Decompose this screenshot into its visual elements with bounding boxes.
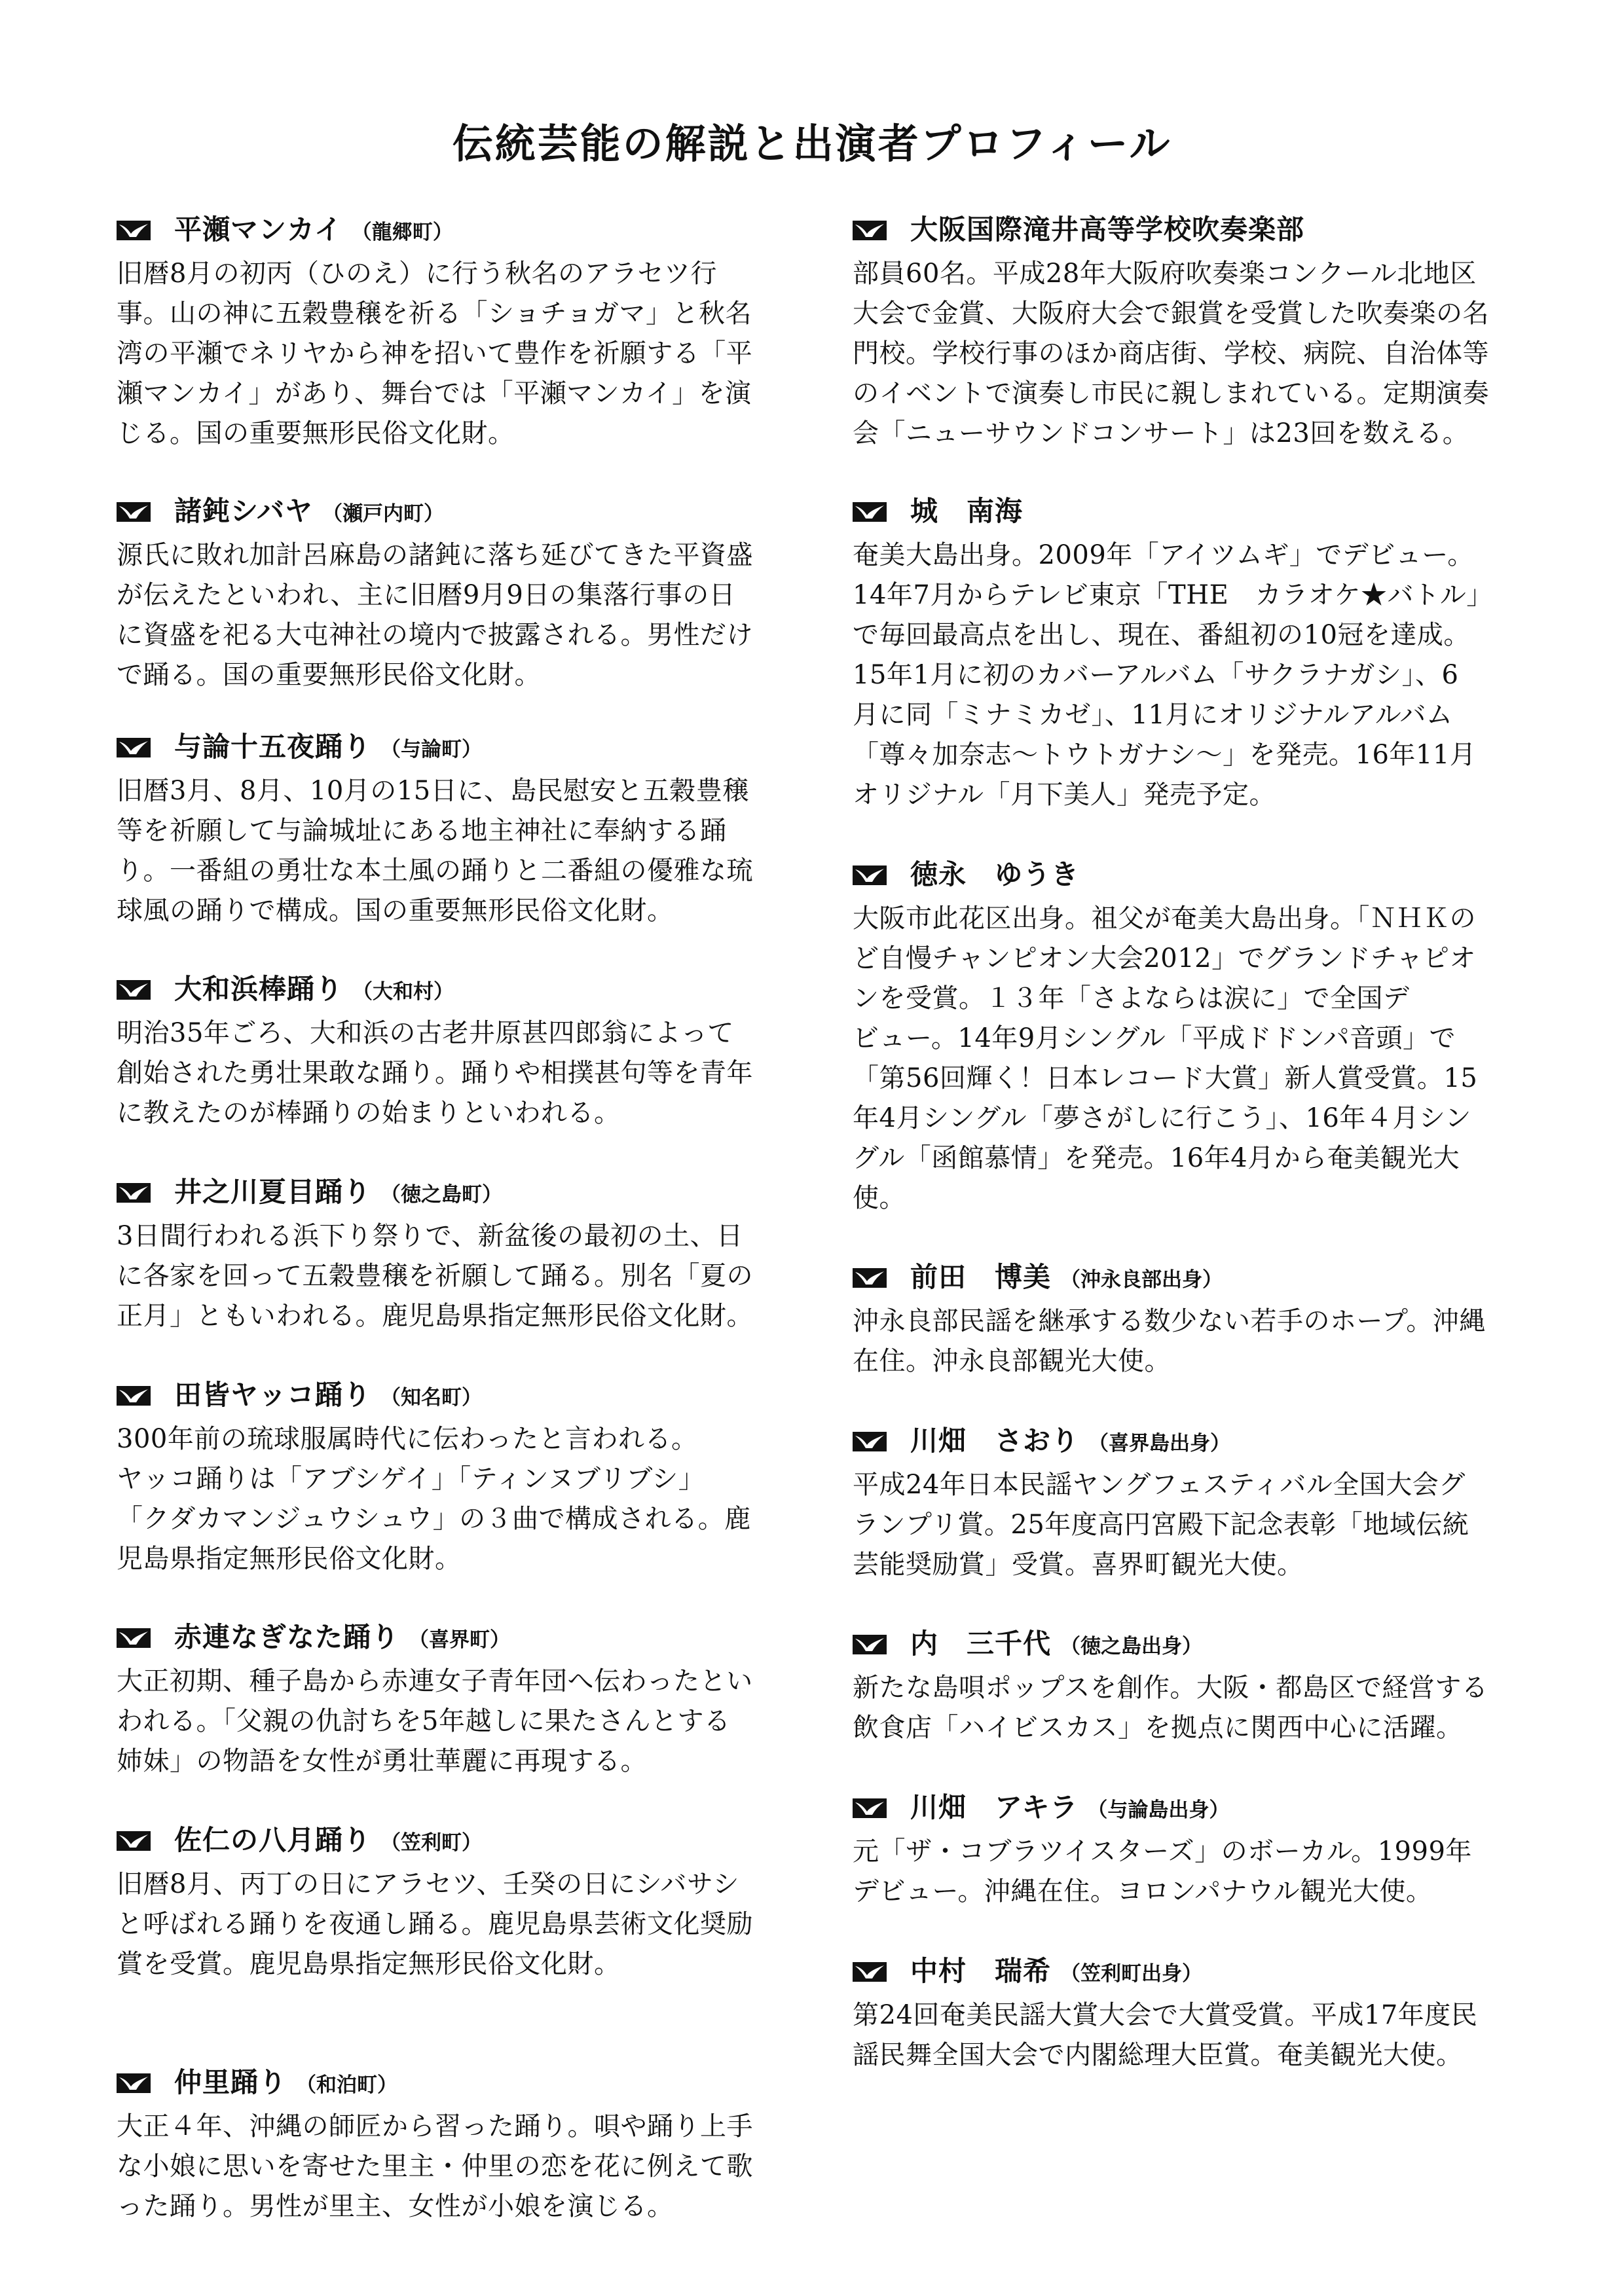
- description-line: 奄美大島出身。2009年「アイツムギ」でデビュー。: [853, 540, 1474, 570]
- entry-name: 川畑 アキラ: [910, 1791, 1079, 1823]
- description-line: 大阪市此花区出身。祖父が奄美大島出身。「ＮＨＫの: [853, 903, 1476, 934]
- entry-location: （大和村）: [352, 980, 454, 1004]
- entry-header: [853, 490, 1522, 536]
- description-line: デビュー。沖縄在住。ヨロンパナウル観光大使。: [853, 1876, 1433, 1906]
- entry: [117, 725, 786, 931]
- entry-description: [117, 254, 786, 454]
- entry-name: 仲里踊り: [174, 2066, 287, 2098]
- bird-icon: [117, 738, 151, 757]
- description-line: 在住。沖永良部観光大使。: [853, 1346, 1171, 1376]
- bird-icon: [117, 980, 151, 1000]
- entry: [117, 208, 786, 454]
- entry-location: （喜界町）: [409, 1628, 511, 1652]
- entry: [117, 1819, 786, 1984]
- bird-icon: [853, 866, 887, 885]
- description-line: ランプリ賞。25年度高円宮殿下記念表彰「地域伝統: [853, 1510, 1469, 1540]
- description-line: 芸能奨励賞」受賞。喜界町観光大使。: [853, 1550, 1304, 1580]
- description-line: に資盛を祀る大屯神社の境内で披露される。男性だけ: [117, 620, 753, 650]
- description-line: り。一番組の勇壮な本土風の踊りと二番組の優雅な琉: [117, 856, 753, 886]
- entry-description: [117, 1216, 786, 1336]
- description-line: 「クダカマンジュウシュウ」の３曲で構成される。鹿: [117, 1504, 751, 1534]
- description-line: 大正４年、沖縄の師匠から習った踊り。唄や踊り上手: [117, 2111, 753, 2141]
- entry: [853, 853, 1522, 1218]
- entry: [117, 2061, 786, 2227]
- entry-location: （与論町）: [380, 738, 483, 761]
- entry-description: [853, 536, 1522, 815]
- entry-header: [117, 1171, 786, 1216]
- entry-header: [117, 2061, 786, 2107]
- bird-icon: [117, 2073, 151, 2093]
- description-line: に各家を回って五穀豊穣を祈願して踊る。別名「夏の: [117, 1261, 753, 1291]
- description-line: 賞を受賞。鹿児島県指定無形民俗文化財。: [117, 1949, 621, 1979]
- entry-location: （知名町）: [380, 1386, 483, 1410]
- entry-description: [853, 1668, 1522, 1748]
- entry-name: 川畑 さおり: [910, 1425, 1080, 1457]
- description-line: 300年前の琉球服属時代に伝わったと言われる。: [117, 1424, 698, 1454]
- entry-location: （瀬戸内町）: [322, 502, 445, 526]
- entry: [117, 1171, 786, 1336]
- description-line: に教えたのが棒踊りの始まりといわれる。: [117, 1098, 621, 1128]
- description-line: 平成24年日本民謡ヤングフェスティバル全国大会グ: [853, 1470, 1466, 1500]
- entry-description: [853, 1832, 1522, 1912]
- entry-header: [117, 1374, 786, 1419]
- entry-header: [853, 1419, 1522, 1465]
- entry-description: [117, 1662, 786, 1781]
- entry-location: （徳之島出身）: [1060, 1635, 1203, 1658]
- description-line: 球風の踊りで構成。国の重要無形民俗文化財。: [117, 896, 674, 926]
- page-title: 伝統芸能の解説と出演者プロフィール: [452, 120, 1172, 168]
- entry-header: [853, 853, 1522, 899]
- entry: [117, 490, 786, 695]
- description-line: な小娘に思いを寄せた里主・仲里の恋を花に例えて歌: [117, 2151, 753, 2181]
- description-line: 大会で金賞、大阪府大会で銀賞を受賞した吹奏楽の名: [853, 299, 1489, 329]
- entry-header: [117, 208, 786, 254]
- description-line: 部員60名。平成28年大阪府吹奏楽コンクール北地区: [853, 259, 1477, 289]
- description-line: った踊り。男性が里主、女性が小娘を演じる。: [117, 2191, 674, 2221]
- description-line: 大正初期、種子島から赤連女子青年団へ伝わったとい: [117, 1666, 753, 1696]
- entry: [117, 968, 786, 1133]
- description-line: 旧暦3月、8月、10月の15日に、島民慰安と五穀豊穣: [117, 776, 749, 806]
- bird-icon: [853, 221, 887, 240]
- entry-name: 内 三千代: [910, 1628, 1052, 1660]
- description-line: 14年7月からテレビ東京「THE カラオケ★バトル」: [853, 580, 1493, 610]
- entry: [853, 1622, 1522, 1748]
- entry-header: [853, 1786, 1522, 1832]
- description-line: 源氏に敗れ加計呂麻島の諸鈍に落ち延びてきた平資盛: [117, 540, 753, 570]
- description-line: 月に同「ミナミカゼ」、11月にオリジナルアルバム: [853, 700, 1453, 730]
- entry-name: 城 南海: [910, 495, 1024, 527]
- description-line: ビュー。14年9月シングル「平成ドドンパ音頭」で: [853, 1023, 1456, 1053]
- entry-name: 徳永 ゆうき: [910, 858, 1080, 890]
- entry-header: [117, 968, 786, 1013]
- entry-name: 井之川夏目踊り: [174, 1176, 372, 1208]
- description-line: 謡民舞全国大会で内閣総理大臣賞。奄美観光大使。: [853, 2040, 1463, 2070]
- entry-description: [853, 254, 1522, 454]
- description-line: 湾の平瀬でネリヤから神を招いて豊作を祈願する「平: [117, 338, 753, 369]
- entry-description: [853, 899, 1522, 1218]
- description-line: で踊る。国の重要無形民俗文化財。: [117, 660, 541, 690]
- description-line: 「尊々加奈志〜トウトガナシ〜」を発売。16年11月: [853, 740, 1477, 770]
- entry-name: 前田 博美: [910, 1261, 1052, 1293]
- bird-icon: [853, 1798, 887, 1818]
- entry-location: （喜界島出身）: [1088, 1432, 1231, 1455]
- entry-description: [117, 1865, 786, 1984]
- entry-location: （徳之島町）: [380, 1183, 503, 1207]
- description-line: 第24回奄美民謡大賞大会で大賞受賞。平成17年度民: [853, 2000, 1478, 2030]
- description-line: で毎回最高点を出し、現在、番組初の10冠を達成。: [853, 620, 1470, 650]
- entry: [853, 1419, 1522, 1585]
- entry-name: 平瀬マンカイ: [174, 213, 342, 246]
- description-line: 姉妹」の物語を女性が勇壮華麗に再現する。: [117, 1746, 647, 1776]
- description-line: 15年1月に初のカバーアルバム「サクラナガシ」、6: [853, 660, 1459, 690]
- description-line: じる。国の重要無形民俗文化財。: [117, 418, 515, 448]
- bird-icon: [853, 1635, 887, 1654]
- bird-icon: [117, 1628, 151, 1648]
- description-line: 新たな島唄ポップスを創作。大阪・都島区で経営する: [853, 1673, 1488, 1703]
- entry-description: [853, 1995, 1522, 2075]
- entry-header: [853, 1256, 1522, 1302]
- description-line: 門校。学校行事のほか商店街、学校、病院、自治体等: [853, 338, 1489, 369]
- description-line: オリジナル「月下美人」発売予定。: [853, 780, 1276, 810]
- entry-name: 田皆ヤッコ踊り: [174, 1379, 372, 1411]
- entry-description: [117, 1013, 786, 1133]
- description-line: 事。山の神に五穀豊穣を祈る「ショチョガマ」と秋名: [117, 299, 752, 329]
- description-line: 会「ニューサウンドコンサート」は23回を数える。: [853, 418, 1469, 448]
- entry: [853, 1786, 1522, 1912]
- bird-icon: [117, 1831, 151, 1851]
- entry-header: [853, 1950, 1522, 1995]
- description-line: 3日間行われる浜下り祭りで、新盆後の最初の土、日: [117, 1221, 743, 1251]
- description-line: われる。「父親の仇討ちを5年越しに果たさんとする: [117, 1706, 731, 1736]
- entry: [117, 1616, 786, 1781]
- entry-header: [117, 1819, 786, 1865]
- entry-name: 佐仁の八月踊り: [174, 1824, 372, 1856]
- entry-location: （笠利町）: [380, 1831, 483, 1855]
- entry-name: 諸鈍シバヤ: [174, 495, 314, 527]
- entry-header: [853, 1622, 1522, 1668]
- bird-icon: [117, 1183, 151, 1203]
- entry-header: [117, 725, 786, 771]
- description-line: と呼ばれる踊りを夜通し踊る。鹿児島県芸術文化奨励: [117, 1909, 753, 1939]
- description-line: 使。: [853, 1183, 906, 1213]
- description-line: 創始された勇壮果敢な踊り。踊りや相撲甚句等を青年: [117, 1058, 753, 1088]
- entry-description: [853, 1465, 1522, 1585]
- entry: [117, 1374, 786, 1579]
- entry-location: （与論島出身）: [1087, 1798, 1230, 1822]
- bird-icon: [853, 1432, 887, 1451]
- entry-description: [117, 1419, 786, 1579]
- bird-icon: [117, 221, 151, 240]
- entry-location: （和泊町）: [296, 2073, 398, 2097]
- description-line: 旧暦8月の初丙（ひのえ）に行う秋名のアラセツ行: [117, 259, 717, 289]
- entry-name: 中村 瑞希: [910, 1955, 1052, 1987]
- entry-description: [853, 1302, 1522, 1381]
- entry-name: 赤連なぎなた踊り: [174, 1621, 400, 1653]
- entry-name: 大和浜棒踊り: [174, 973, 344, 1005]
- description-line: ヤッコ踊りは「アブシゲイ」「ティンヌブリブシ」: [117, 1464, 705, 1494]
- description-line: グル「函館慕情」を発売。16年4月から奄美観光大: [853, 1143, 1460, 1173]
- description-line: 飲食店「ハイビスカス」を拠点に関西中心に活躍。: [853, 1713, 1463, 1743]
- entry-description: [117, 2107, 786, 2227]
- description-line: 正月」ともいわれる。鹿児島県指定無形民俗文化財。: [117, 1301, 753, 1331]
- entry: [853, 1950, 1522, 2075]
- description-line: ど自慢チャンピオン大会2012」でグランドチャピオ: [853, 943, 1476, 974]
- entry-header: [117, 490, 786, 536]
- description-line: 児島県指定無形民俗文化財。: [117, 1544, 462, 1574]
- description-line: 明治35年ごろ、大和浜の古老井原甚四郎翁によって: [117, 1018, 734, 1048]
- entry-location: （龍郷町）: [351, 221, 453, 244]
- entry-name: 大阪国際滝井高等学校吹奏楽部: [910, 213, 1305, 246]
- entry-name: 与論十五夜踊り: [174, 731, 372, 763]
- entry: [853, 490, 1522, 815]
- description-line: 瀬マンカイ」があり、舞台では「平瀬マンカイ」を演: [117, 378, 752, 409]
- entry: [853, 1256, 1522, 1381]
- description-line: のイベントで演奏し市民に親しまれている。定期演奏: [853, 378, 1489, 409]
- description-line: 等を祈願して与論城址にある地主神社に奉納する踊: [117, 816, 727, 846]
- description-line: ンを受賞。１３年「さよならは涙に」で全国デ: [853, 983, 1410, 1013]
- entry: [853, 208, 1522, 454]
- entry-location: （沖永良部出身）: [1060, 1268, 1223, 1292]
- description-line: が伝えたといわれ、主に旧暦9月9日の集落行事の日: [117, 580, 736, 610]
- description-line: 「第56回輝く！日本レコード大賞」新人賞受賞。15: [853, 1063, 1478, 1093]
- bird-icon: [853, 1268, 887, 1288]
- description-line: 沖永良部民謡を継承する数少ない若手のホープ。沖縄: [853, 1306, 1486, 1336]
- entry-header: [117, 1616, 786, 1662]
- bird-icon: [853, 1962, 887, 1982]
- description-line: 年4月シングル「夢さがしに行こう」、16年４月シン: [853, 1103, 1471, 1133]
- bird-icon: [117, 502, 151, 522]
- description-line: 旧暦8月、丙丁の日にアラセツ、壬癸の日にシバサシ: [117, 1869, 740, 1899]
- entry-location: （笠利町出身）: [1060, 1962, 1203, 1986]
- bird-icon: [853, 502, 887, 522]
- bird-icon: [117, 1386, 151, 1406]
- entry-description: [117, 536, 786, 695]
- description-line: 元「ザ・コブラツイスターズ」のボーカル。1999年: [853, 1836, 1472, 1867]
- entry-header: [853, 208, 1522, 254]
- entry-description: [117, 771, 786, 931]
